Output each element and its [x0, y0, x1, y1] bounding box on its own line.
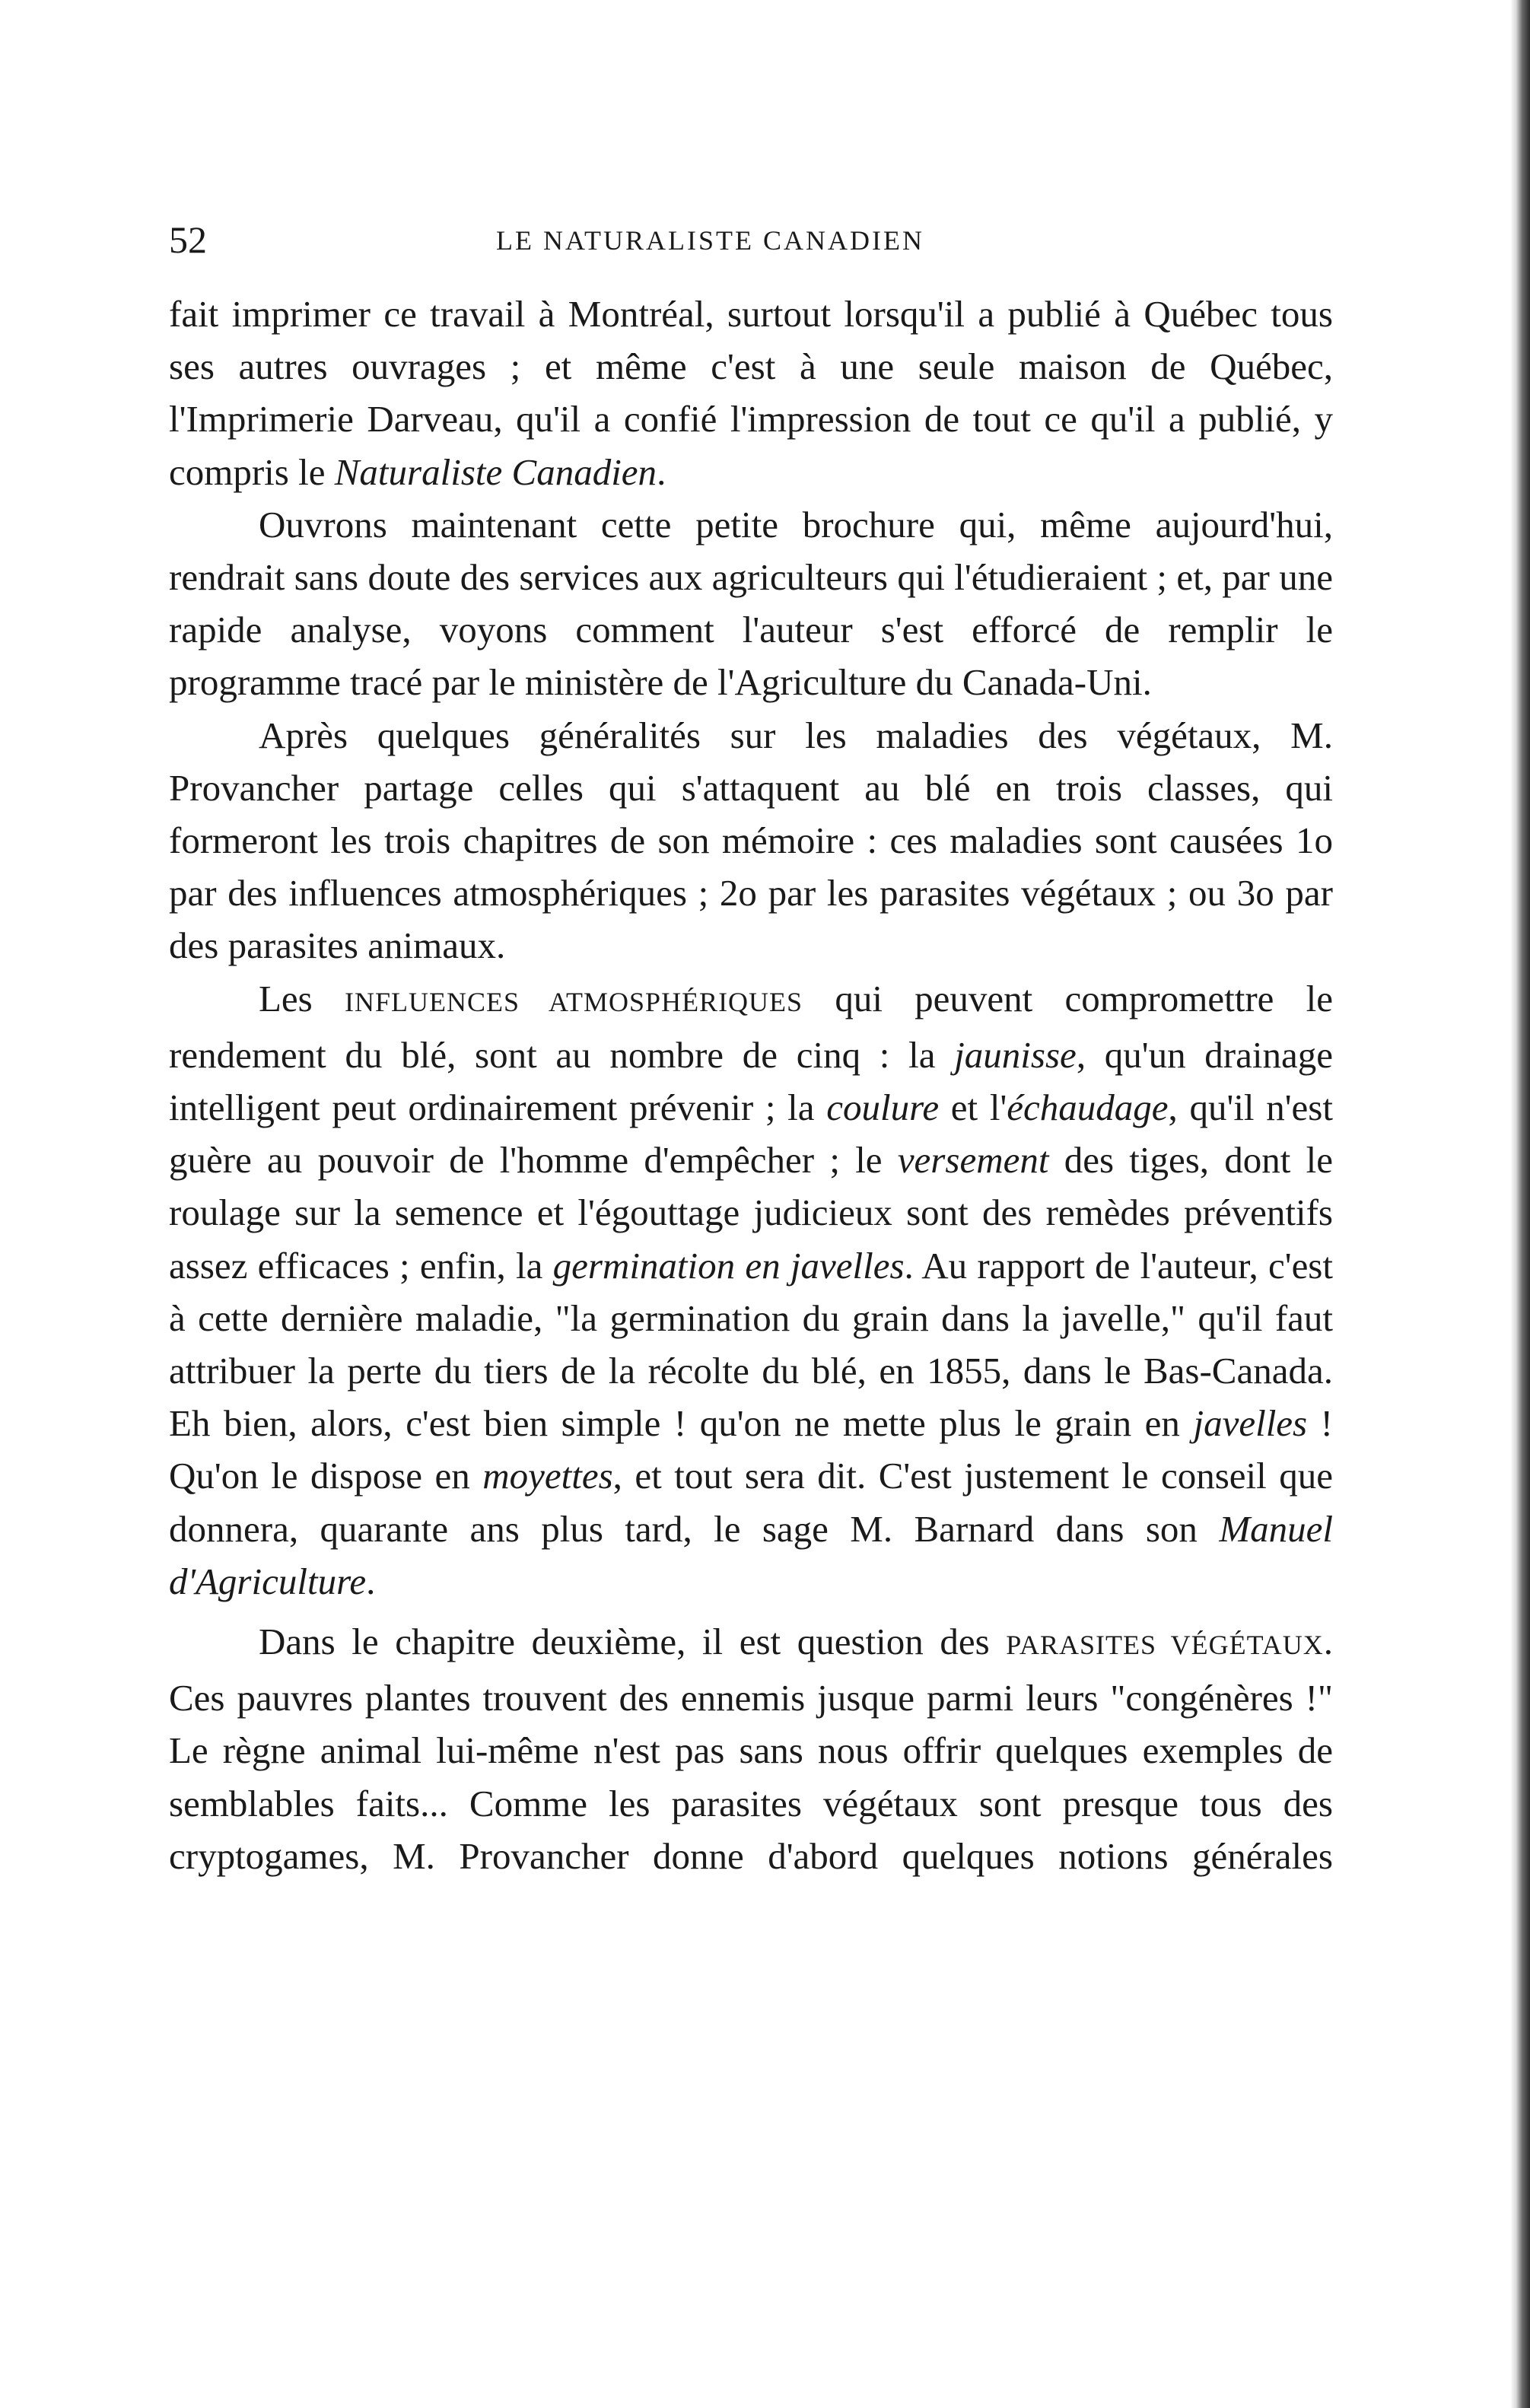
italic-run: moyettes	[482, 1455, 613, 1497]
paragraph-2	[169, 498, 1333, 709]
running-title: LE NATURALISTE CANADIEN	[496, 225, 924, 256]
italic-run: germination en javelles	[552, 1244, 905, 1287]
text-run: .	[657, 450, 666, 493]
page-header	[169, 213, 1333, 266]
italic-run: coulure	[826, 1086, 940, 1129]
text-run: et l'	[939, 1086, 1007, 1129]
italic-run: jaunisse	[954, 1033, 1077, 1076]
italic-run: javelles	[1193, 1402, 1308, 1445]
small-caps-run: INFLUENCES ATMOSPHÉRIQUES	[345, 986, 803, 1017]
paragraph-3	[169, 709, 1333, 972]
text-run: des tiges, dont le roulage sur la semence et l'égouttage judicieux sont des remèdes préventifs assez efficaces ; enfin, la	[169, 1139, 1333, 1287]
text-run: fait imprimer ce travail à Montréal, surtout lorsqu'il a publié à Québec tous ses autres ouvrages ; et même c'est à une seule maison de Québec, l'Imprimerie Darveau, qu'il a confié l'impression de tout ce qu'il a publié, y compris le	[169, 293, 1333, 493]
text-run: . Ces pauvres plantes trouvent des ennemis jusque parmi leurs "congénères !" Le règne animal lui-même n'est pas sans nous offrir quelques exemples de semblables faits... Comme les parasites végétaux sont presque tous des cryptogames, M. Provancher donne d'abord quelques notions générales	[169, 1621, 1333, 1877]
italic-run: Naturaliste Canadien	[334, 450, 657, 493]
text-run: .	[366, 1560, 376, 1602]
italic-run: versement	[897, 1139, 1049, 1182]
text-run: , qu'il n'est guère au pouvoir de l'homme d'empêcher ; le	[169, 1086, 1333, 1182]
text-run: Après quelques généralités sur les maladies des végétaux, M. Provancher partage celles qui s'attaquent au blé en trois classes, qui formeront les trois chapitres de son mémoire : ces maladies sont causées 1o par des influences atmosphériques ; 2o par les parasites végétaux ; ou 3o par des parasites animaux.	[169, 714, 1333, 967]
text-run: Les	[259, 977, 345, 1020]
text-run: Ouvrons maintenant cette petite brochure qui, même aujourd'hui, rendrait sans doute des services aux agriculteurs qui l'étudieraient ; et, par une rapide analyse, voyons comment l'auteur s'est efforcé de remplir le programme tracé par le ministère de l'Agriculture du Canada-Uni.	[169, 503, 1333, 704]
paragraph-4	[169, 972, 1333, 1608]
text-run: . Au rapport de l'auteur, c'est à cette dernière maladie, "la germination du grain dans la javelle," qu'il faut attribuer la perte du tiers de la récolte du blé, en 1855, dans le Bas-Canada. Eh bien, alors, c'est bien simple ! qu'on ne mette plus le grain en	[169, 1244, 1333, 1445]
text-run: ! Qu'on le dispose en	[169, 1402, 1333, 1497]
body-text	[169, 288, 1333, 1882]
paragraph-1	[169, 288, 1333, 498]
text-run: , et tout sera dit. C'est justement le conseil que donnera, quarante ans plus tard, le sage M. Barnard dans son	[169, 1455, 1334, 1550]
text-run: qui peuvent compromettre le rendement du blé, sont au nombre de cinq : la	[169, 977, 1333, 1076]
italic-run: Manuel d'Agriculture	[169, 1507, 1333, 1602]
text-run: , qu'un drainage intelligent peut ordinairement prévenir ; la	[169, 1033, 1333, 1129]
text-run: Dans le chapitre deuxième, il est question des	[259, 1621, 1007, 1663]
paragraph-5	[169, 1615, 1333, 1882]
page-number: 52	[169, 218, 207, 261]
page-edge-shadow	[1510, 0, 1530, 2408]
small-caps-run: PARASITES VÉGÉTAUX	[1006, 1630, 1324, 1661]
italic-run: échaudage	[1007, 1086, 1169, 1129]
